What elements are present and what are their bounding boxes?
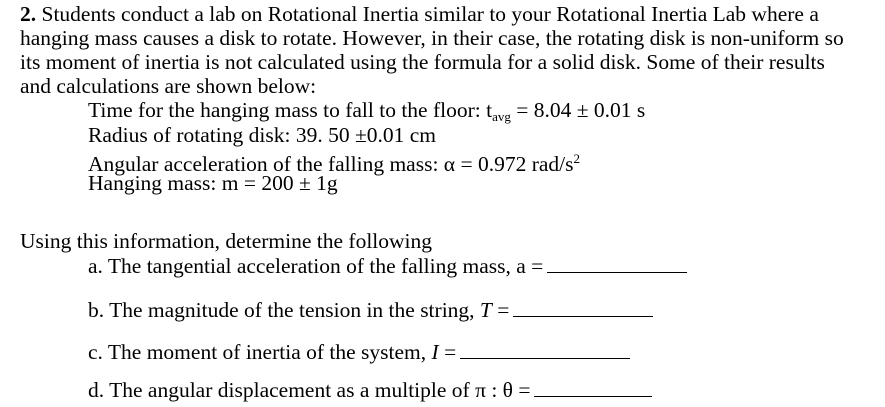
problem-number: 2. (20, 2, 37, 26)
question-d-text: d. The angular displacement as a multiple of π : θ = (88, 378, 531, 402)
intro-text-1: Students conduct a lab on Rotational Inertia similar to your Rotational Inertia Lab where a (41, 2, 819, 26)
question-b-prefix: b. The magnitude of the tension in the string, (88, 298, 480, 322)
answer-blank-b[interactable] (513, 298, 653, 317)
intro-line-1 (20, 2, 819, 26)
angular-label: Angular acceleration of the falling mass: α = 0.972 rad/s (88, 152, 574, 176)
time-value: = 8.04 ± 0.01 s (510, 98, 646, 122)
question-a (88, 254, 687, 278)
answer-blank-c[interactable] (460, 340, 630, 359)
question-d (88, 378, 652, 402)
intro-line-3: its moment of inertia is not calculated using the formula for a solid disk. Some of their results (20, 50, 825, 74)
question-a-text: a. The tangential acceleration of the falling mass, a = (88, 254, 544, 278)
question-c-prefix: c. The moment of inertia of the system, (88, 340, 432, 364)
questions-intro: Using this information, determine the following (20, 229, 433, 253)
intro-line-2: hanging mass causes a disk to rotate. However, in their case, the rotating disk is non-uniform so (20, 26, 844, 50)
question-b-variable: T (479, 298, 492, 322)
intro-line-4: and calculations are shown below: (20, 74, 317, 98)
question-b-suffix: = (491, 298, 510, 322)
answer-blank-d[interactable] (534, 378, 652, 397)
result-radius: Radius of rotating disk: 39. 50 ±0.01 cm (88, 123, 437, 147)
time-subscript: avg (492, 109, 511, 124)
question-c (88, 340, 630, 364)
answer-blank-a[interactable] (547, 254, 687, 273)
time-label: Time for the hanging mass to fall to the floor: t (88, 98, 493, 122)
question-c-suffix: = (438, 340, 457, 364)
question-c-variable: I (431, 340, 439, 364)
angular-superscript: 2 (573, 151, 580, 166)
question-b (88, 298, 653, 322)
result-mass: Hanging mass: m = 200 ± 1g (88, 171, 338, 195)
